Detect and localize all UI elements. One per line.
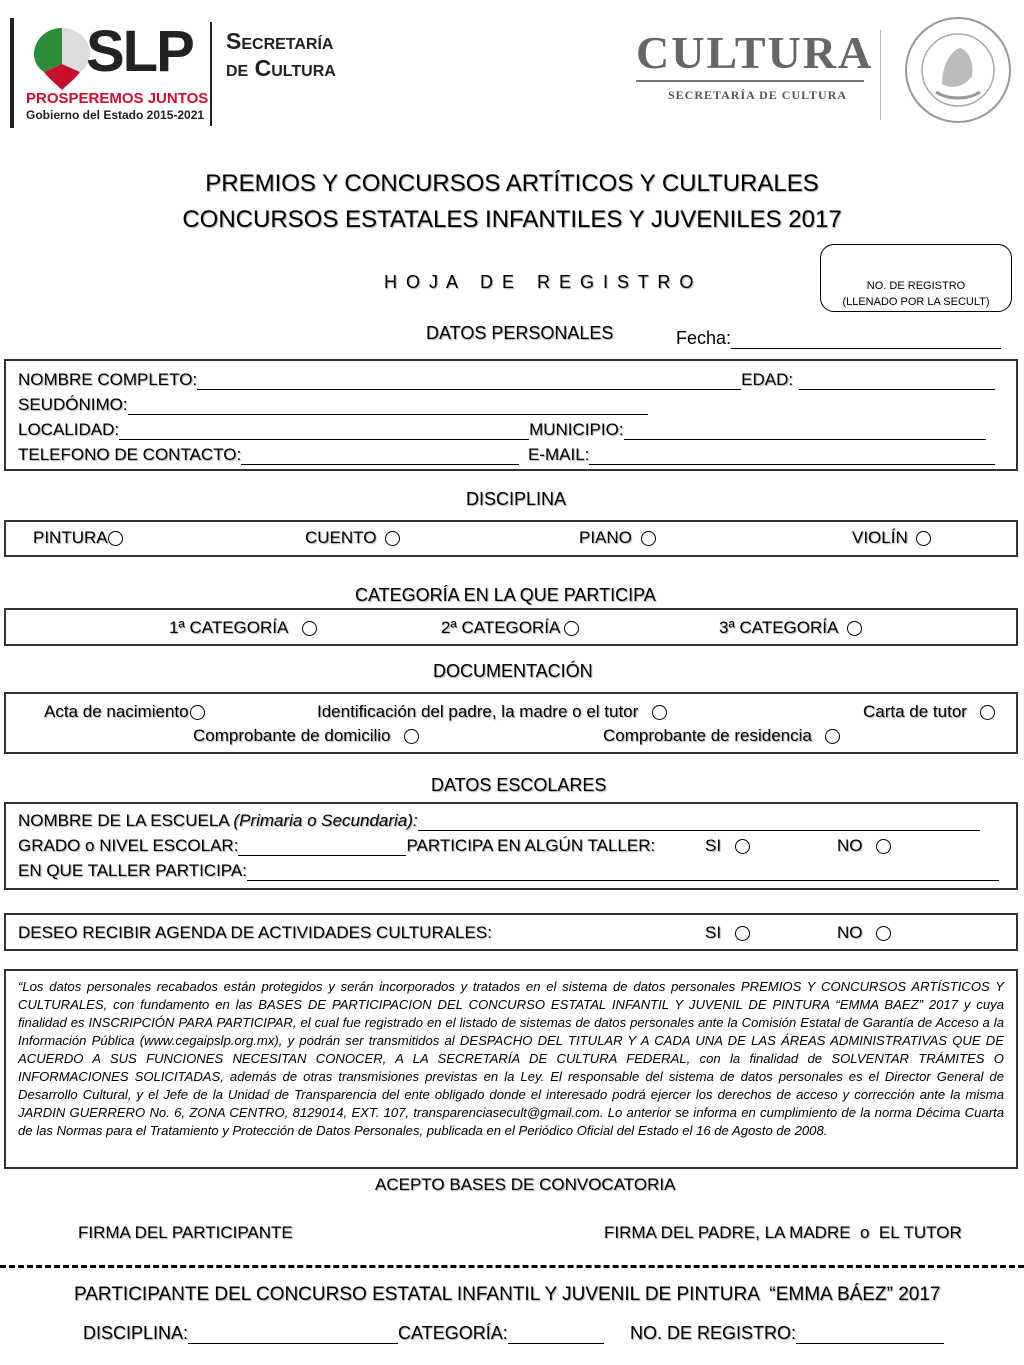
slp-slogan: PROSPEREMOS JUNTOS — [26, 90, 209, 107]
cuento-label: CUENTO — [305, 528, 377, 547]
grado-field[interactable] — [18, 836, 655, 856]
pintura-radio[interactable] — [108, 531, 123, 546]
violin-radio[interactable] — [916, 531, 931, 546]
slp-logo — [8, 18, 213, 130]
talon-categoria-label: CATEGORÍA: — [398, 1323, 508, 1343]
agenda-si-label: SI — [705, 923, 722, 942]
registro-box-line1: NO. DE REGISTRO — [866, 280, 966, 292]
cut-line — [0, 1265, 1024, 1268]
taller-no-radio[interactable] — [876, 839, 891, 854]
taller-si-option[interactable] — [705, 836, 750, 856]
agenda-label: DESEO RECIBIR AGENDA DE ACTIVIDADES CULTURALES: — [18, 923, 492, 942]
talon-registro-label: NO. DE REGISTRO: — [630, 1323, 797, 1343]
categoria-3-radio[interactable] — [847, 621, 862, 636]
categoria-heading: CATEGORÍA EN LA QUE PARTICIPA — [355, 585, 656, 605]
domicilio-radio[interactable] — [404, 729, 419, 744]
doc-residencia[interactable] — [603, 726, 840, 746]
residencia-radio[interactable] — [825, 729, 840, 744]
domicilio-label: Comprobante de domicilio — [193, 726, 391, 745]
talon-disciplina-field[interactable] — [83, 1323, 604, 1344]
doc-carta[interactable] — [863, 702, 995, 722]
telefono-field[interactable] — [18, 445, 995, 465]
categoria-option-2[interactable] — [441, 618, 579, 638]
cultura-federal-logo — [636, 28, 872, 103]
residencia-label: Comprobante de residencia — [603, 726, 812, 745]
piano-label: PIANO — [579, 528, 632, 547]
categoria-2-label: 2ª CATEGORÍA — [441, 618, 561, 637]
disciplina-heading: DISCIPLINA — [466, 489, 567, 509]
title-line1: PREMIOS Y CONCURSOS ARTÍTICOS Y CULTURALES — [205, 170, 819, 197]
que-taller-label: EN QUE TALLER PARTICIPA: — [18, 861, 247, 880]
doc-acta[interactable] — [44, 702, 205, 722]
localidad-label: LOCALIDAD: — [18, 420, 120, 439]
taller-label: PARTICIPA EN ALGÚN TALLER: — [406, 836, 656, 855]
hoja-registro-heading: H O J A D E R E G I S T R O — [384, 272, 696, 292]
violin-label: VIOLÍN — [852, 528, 908, 547]
pintura-label: PINTURA — [33, 528, 108, 547]
carta-label: Carta de tutor — [863, 702, 967, 721]
talon-title: PARTICIPANTE DEL CONCURSO ESTATAL INFANTIL Y JUVENIL DE PINTURA “EMMA BÁEZ” 2017 — [74, 1284, 941, 1305]
acta-radio[interactable] — [190, 705, 205, 720]
nombre-field[interactable] — [18, 370, 995, 390]
categoria-option-3[interactable] — [719, 618, 862, 638]
escuela-label-italic: (Primaria o Secundaria): — [233, 811, 418, 830]
identificacion-label: Identificación del padre, la madre o el tutor — [317, 702, 639, 721]
registro-box-line2: (LLENADO POR LA SECULT) — [842, 296, 990, 308]
disciplina-option-piano[interactable] — [579, 528, 656, 548]
categoria-3-label: 3ª CATEGORÍA — [719, 618, 839, 637]
taller-no-option[interactable] — [837, 836, 891, 856]
registro-number-box — [820, 244, 1012, 312]
agenda-si-option[interactable] — [705, 923, 750, 943]
identificacion-radio[interactable] — [652, 705, 667, 720]
taller-si-label: SI — [705, 836, 722, 855]
fecha-label: Fecha: — [676, 328, 732, 348]
agenda-no-label: NO — [837, 923, 863, 942]
telefono-label: TELEFONO DE CONTACTO: — [18, 445, 242, 464]
edad-label: EDAD: — [741, 370, 794, 389]
disciplina-option-cuento[interactable] — [305, 528, 400, 548]
slp-logo-text: SLP — [86, 19, 193, 84]
datos-escolares-heading: DATOS ESCOLARES — [431, 775, 607, 795]
acta-label: Acta de nacimiento — [44, 702, 189, 721]
slp-government: Gobierno del Estado 2015-2021 — [26, 108, 205, 122]
municipio-label: MUNICIPIO: — [529, 420, 624, 439]
agenda-si-radio[interactable] — [735, 926, 750, 941]
disciplina-option-pintura[interactable] — [33, 528, 123, 548]
aviso-privacidad-text: “Los datos personales recabados están protegidos y serán incorporados y tratados en el sistema de datos personales PREMIOS Y CONCURSOS ARTÍSTICOS Y CULTURALES, con fundamento en las BASES DE PARTICIPACION DEL CONCURSO ESTATAL INFANTIL Y JUVENIL DE PINTURA “EMMA BAEZ” 2017 y cuya finalidad es INSCRIPCIÓN PARA PARTICIPAR, el cual fue registrado en el listado de sistemas de datos personales ante la Comisión Estatal de Garantía de Acceso a la Información Pública (www.cegaipslp.org.mx), y podrán ser transmitidos al DESPACHO DEL TITULAR Y A CADA UNA DE LAS ÁREAS ADMINISTRATIVAS QUE DE ACUERDO A SUS FUNCIONES NECESITAN CONOCER, A LA SECRETARÍA DE CULTURA FEDERAL, con la finalidad de SOLVENTAR TRÁMITES O INFORMACIONES SOLICITADAS, además de otras transmisiones previstas en la Ley. El responsable del sistema de datos personales es el Director General de Desarrollo Cultural, y el Jefe de la Unidad de Transparencia del ente obligado donde el interesado podrá ejercer los derechos de acceso y corrección ante la misma JARDIN GUERRERO No. 6, ZONA CENTRO, 8129014, EXT. 107, transparenciasecult@gmail.com. Lo anterior se informa en cumplimiento de la norma Décima Cuarta de las Normas para el Tratamiento y Protección de Datos Personales, publicada en el Periódico Oficial del Estado el 16 de Agosto de 2008. — [18, 979, 1004, 1138]
grado-label: GRADO o NIVEL ESCOLAR: — [18, 836, 239, 855]
escuela-field[interactable] — [18, 811, 980, 831]
categoria-1-label: 1ª CATEGORÍA — [169, 618, 289, 637]
nombre-label: NOMBRE COMPLETO: — [18, 370, 198, 389]
acepto-bases: ACEPTO BASES DE CONVOCATORIA — [375, 1175, 676, 1194]
cuento-radio[interactable] — [385, 531, 400, 546]
datos-personales-heading: DATOS PERSONALES — [426, 323, 614, 343]
firma-participante: FIRMA DEL PARTICIPANTE — [78, 1223, 293, 1242]
secretaria-line1: Secretaría — [226, 28, 334, 54]
que-taller-field[interactable] — [18, 861, 999, 881]
doc-domicilio[interactable] — [193, 726, 419, 746]
cultura-logo-text: CULTURA — [636, 27, 874, 78]
secretaria-cultura-logo — [226, 28, 336, 82]
taller-no-label: NO — [837, 836, 863, 855]
national-seal-icon — [902, 14, 1014, 126]
disciplina-option-violin[interactable] — [852, 528, 931, 548]
fecha-field[interactable] — [676, 328, 1001, 349]
email-label: E-MAIL: — [527, 445, 590, 464]
escuela-label: NOMBRE DE LA ESCUELA — [18, 811, 234, 830]
agenda-no-radio[interactable] — [876, 926, 891, 941]
carta-radio[interactable] — [980, 705, 995, 720]
firma-tutor: FIRMA DEL PADRE, LA MADRE o EL TUTOR — [604, 1223, 962, 1242]
seudonimo-label: SEUDÓNIMO: — [18, 395, 128, 414]
taller-si-radio[interactable] — [735, 839, 750, 854]
categoria-option-1[interactable] — [169, 618, 317, 638]
talon-registro-field[interactable] — [630, 1323, 944, 1344]
secretaria-line2: de Cultura — [226, 55, 336, 81]
talon-disciplina-label: DISCIPLINA: — [83, 1323, 189, 1343]
cultura-logo-sub: SECRETARÍA DE CULTURA — [668, 88, 848, 102]
seudonimo-field[interactable] — [18, 395, 648, 415]
documentacion-heading: DOCUMENTACIÓN — [433, 661, 593, 681]
title-line2: CONCURSOS ESTATALES INFANTILES Y JUVENILES 2017 — [182, 206, 842, 233]
agenda-no-option[interactable] — [837, 923, 891, 943]
localidad-field[interactable] — [18, 420, 986, 440]
categoria-1-radio[interactable] — [302, 621, 317, 636]
piano-radio[interactable] — [641, 531, 656, 546]
categoria-2-radio[interactable] — [564, 621, 579, 636]
doc-identificacion[interactable] — [317, 702, 667, 722]
